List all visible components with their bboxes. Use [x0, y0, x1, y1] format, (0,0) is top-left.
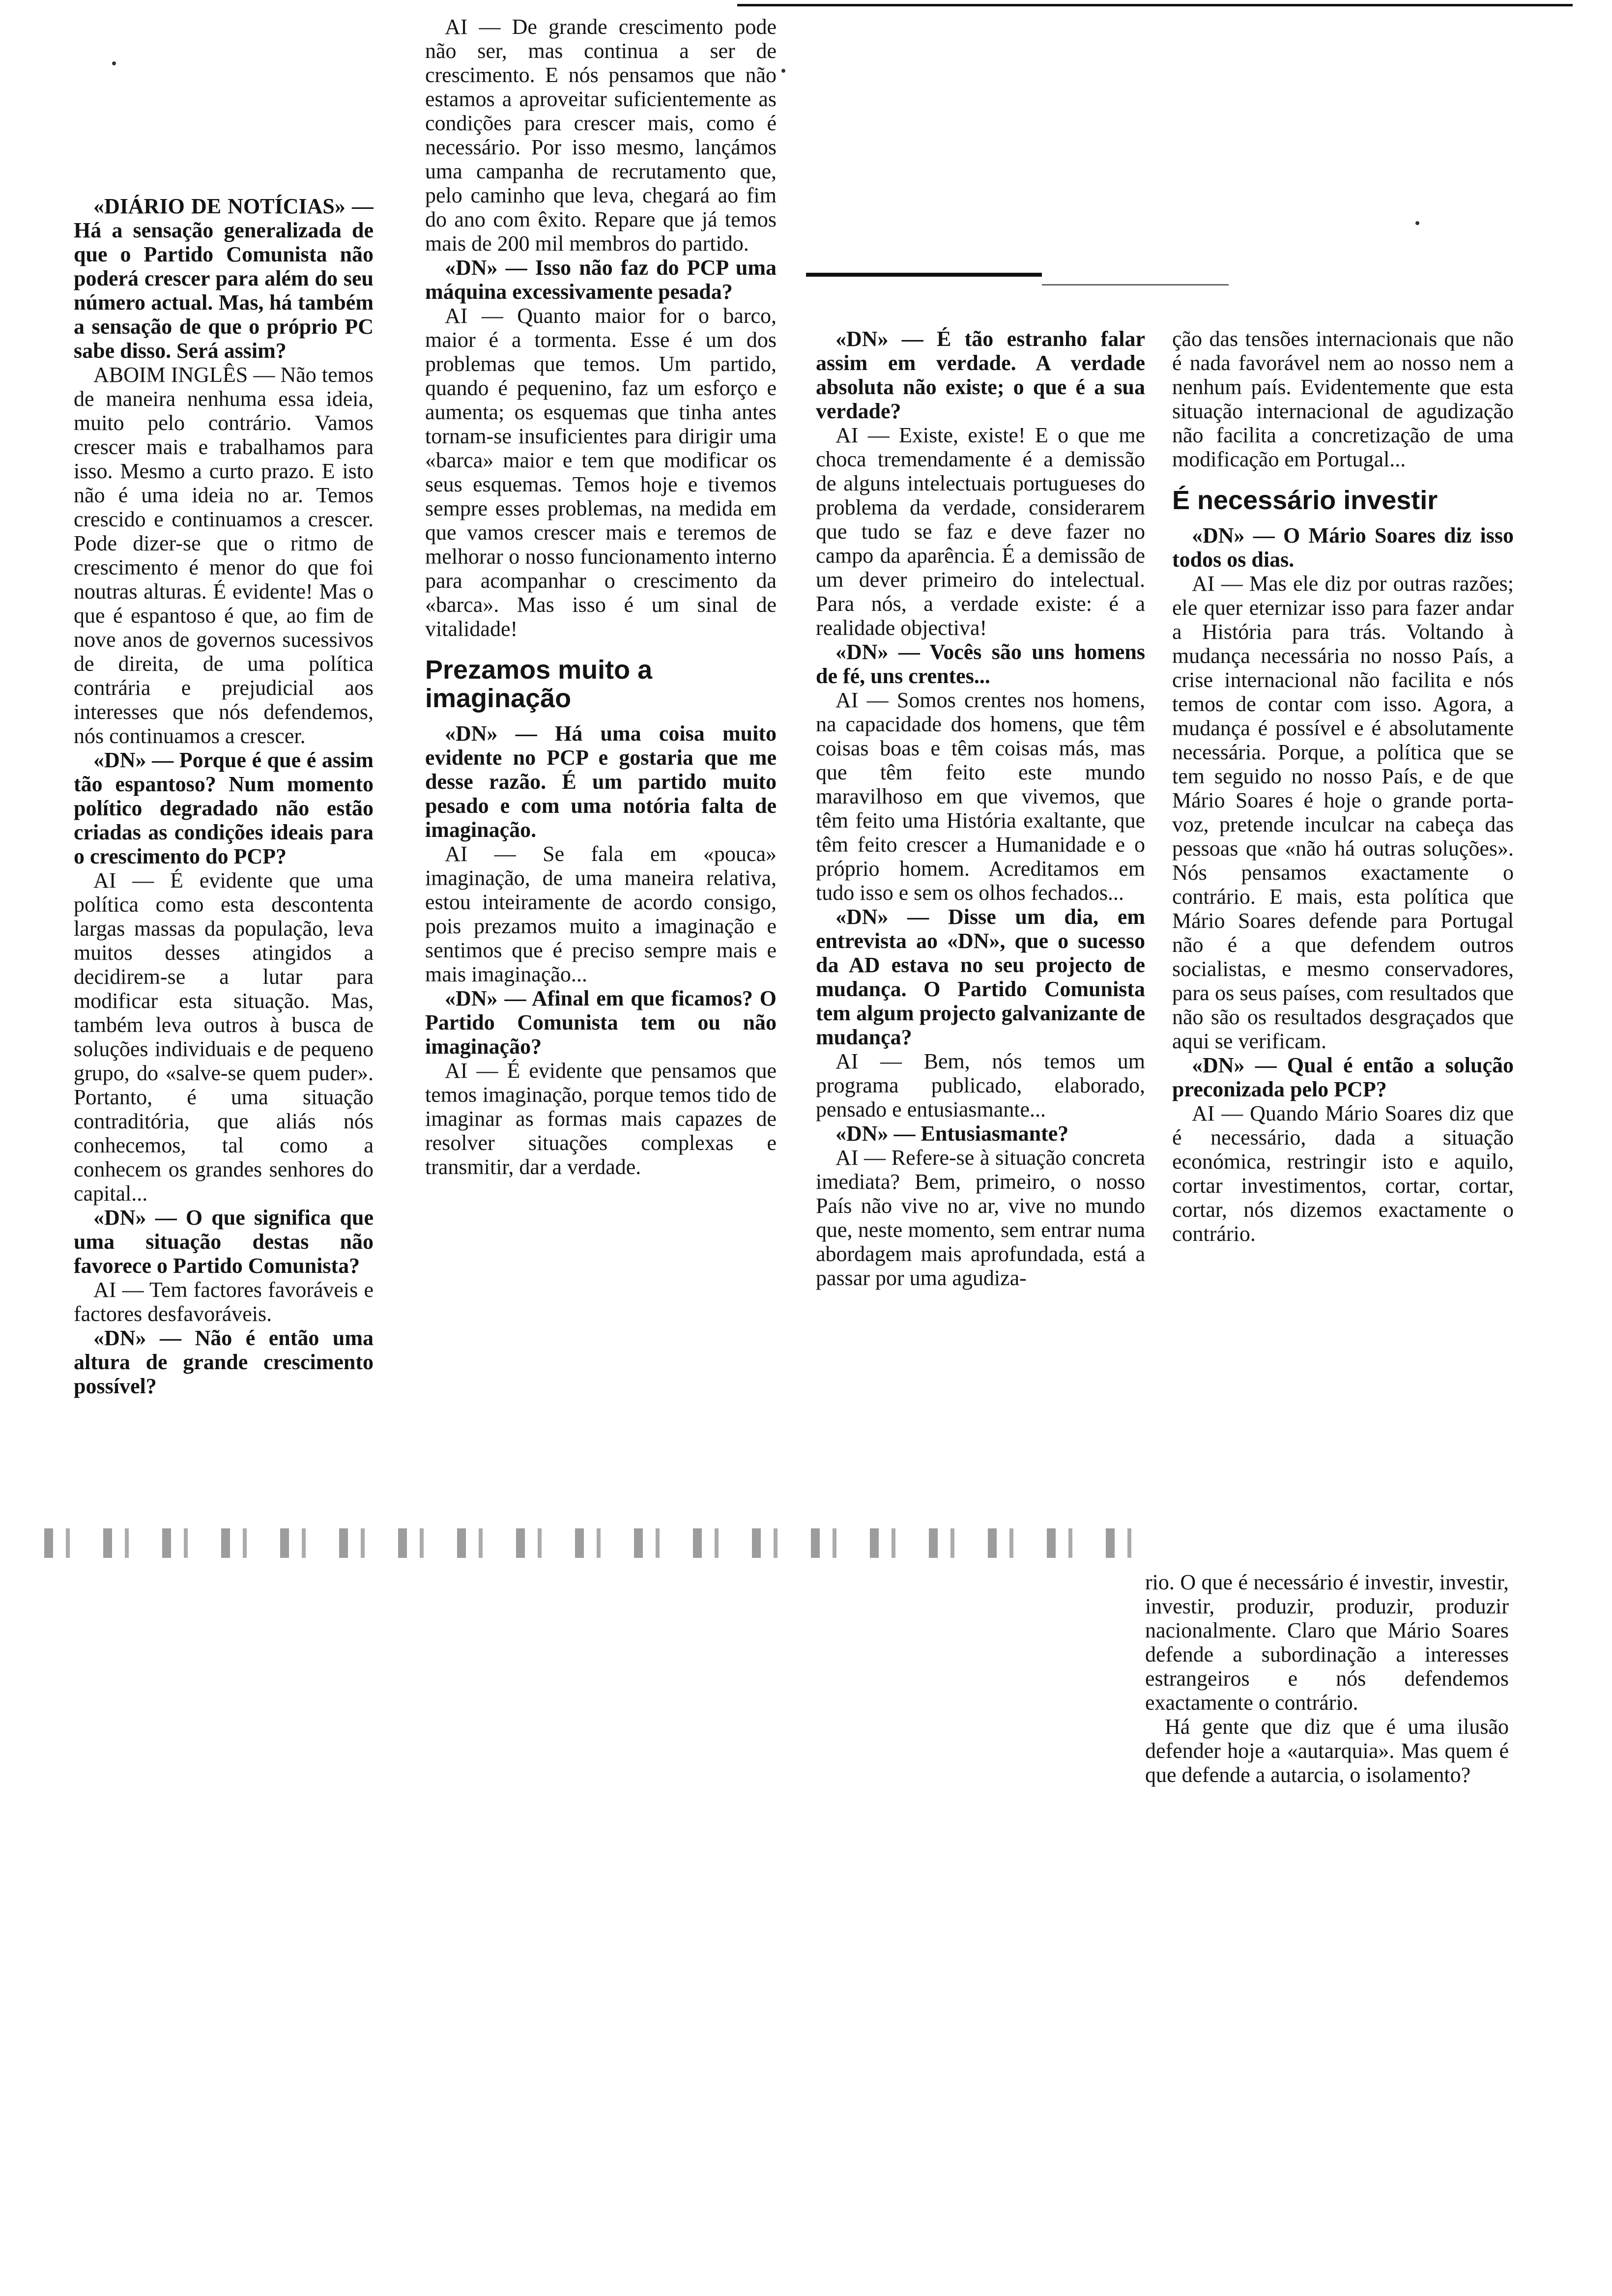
interview-question: «DN» — Não é então uma altura de grande crescimento possível? [74, 1326, 374, 1398]
section-rule [806, 273, 1042, 277]
scan-speck [112, 61, 116, 65]
interview-question: «DN» — Entusiasmante? [835, 1121, 1069, 1146]
scan-speck [1415, 221, 1419, 225]
section-rule-thin [1042, 284, 1229, 286]
interview-answer: AI — Refere-se à situação concreta imediata? Bem, primeiro, o nosso País não vive no ar, vive no mundo que, neste momento, sem entrar numa abordagem mais aprofundada, está a passar por uma agudiza- [816, 1146, 1145, 1290]
interview-answer: AI — Bem, nós temos um programa publicado, elaborado, pensado e entusiasmante... [816, 1049, 1145, 1121]
interview-question: «DN» — Vocês são uns homens de fé, uns crentes... [816, 640, 1145, 688]
section-heading: Prezamos muito a imaginação [425, 655, 653, 713]
interview-answer: AI — É evidente que pensamos que temos imaginação, porque temos tido de imaginar as formas mais capazes de resolver situações complexas e transmitir, dar a verdade. [425, 1059, 777, 1179]
interview-answer: AI — Existe, existe! E o que me choca tremendamente é a demissão de alguns intelectuais portugueses do problema da verdade, considerarem que tudo se faz e deve fazer no campo da aparência. É a demissão de um dever primeiro do intelectual. Para nós, a verdade existe: é a realidade objectiva! [816, 423, 1145, 640]
interview-question: «DN» — Qual é então a solução preconizada pelo PCP? [1172, 1053, 1514, 1101]
interview-question: «DN» — Afinal em que ficamos? O Partido Comunista tem ou não imaginação? [425, 986, 777, 1059]
interview-answer: AI — Mas ele diz por outras razões; ele quer eternizar isso para fazer andar a História para trás. Voltando à mudança necessária no nosso País, a crise internacional não facilita e nós temos de contar com isso. Agora, a mudança é possível e é absolutamente necessária. Porque, a política que se tem seguido no nosso País, e de que Mário Soares é hoje o grande porta-voz, pretende inculcar na cabeça das pessoas que «não há outras soluções». Nós pensamos exactamente o contrário. E mais, esta política que Mário Soares defende para Portugal não é a que defendem outros socialistas, e mesmo conservadores, para os seus países, com resultados que não são os resultados desgraçados que aqui se verificam. [1172, 572, 1514, 1053]
scan-noise-band [44, 1528, 1145, 1558]
column-2 [425, 15, 777, 1528]
column-3 [816, 327, 1145, 1516]
interview-answer: rio. O que é necessário é investir, investir, investir, produzir, produzir, produzir nacionalmente. Claro que Mário Soares defende a subordinação a interesses estrangeiros e nós defendemos exactamente o contrário. [1145, 1570, 1509, 1715]
column-5-continuation [1145, 1570, 1509, 1875]
interview-answer: Há gente que diz que é uma ilusão defender hoje a «autarquia». Mas quem é que defende a autarcia, o isolamento? [1145, 1715, 1509, 1787]
interview-answer: AI — É evidente que uma política como esta descontenta largas massas da população, leva muitos desses atingidos a decidirem-se a lutar para modificar esta situação. Mas, também leva outros à busca de soluções individuais e de pequeno grupo, do «salve-se quem puder». Portanto, é uma situação contraditória, que aliás nós conhecemos, tal como a conhecem os grandes senhores do capital... [74, 868, 374, 1205]
column-4 [1172, 327, 1514, 1496]
interview-question: «DN» — Isso não faz do PCP uma máquina excessivamente pesada? [425, 256, 777, 304]
interview-question: «DN» — O que significa que uma situação destas não favorece o Partido Comunista? [74, 1205, 374, 1278]
interview-question: «DN» — Porque é que é assim tão espantoso? Num momento político degradado não estão criadas as condições ideais para o crescimento do PCP? [74, 748, 374, 868]
top-rule [737, 4, 1573, 6]
interview-answer: AI — Quanto maior for o barco, maior é a tormenta. Esse é um dos problemas que temos. Um partido, quando é pequenino, faz um esforço e aumenta; os esquemas que tinha antes tornam-se insuficientes para dirigir uma «barca» maior e tem que modificar os seus esquemas. Temos hoje e tivemos sempre esses problemas, na medida em que vamos crescer mais e teremos de melhorar o nosso funcionamento interno para acompanhar o crescimento da «barca». Mas isso é um sinal de vitalidade! [425, 304, 777, 641]
interview-answer: AI — Tem factores favoráveis e factores desfavoráveis. [74, 1278, 374, 1326]
interview-answer: ABOIM INGLÊS — Não temos de maneira nenhuma essa ideia, muito pelo contrário. Vamos crescer mais e trabalhamos para isso. Mesmo a curto prazo. E isto não é uma ideia no ar. Temos crescido e continuamos a crescer. Pode dizer-se que o ritmo de crescimento é menor do que foi noutras alturas. É evidente! Mas o que é espantoso é que, ao fim de nove anos de governos sucessivos de direita, de uma política contrária e prejudicial aos interesses que nós defendemos, nós continuamos a crescer. [74, 363, 374, 748]
interview-question: «DN» — É tão estranho falar assim em verdade. A verdade absoluta não existe; o que é a sua verdade? [816, 327, 1145, 423]
interview-question: «DN» — O Mário Soares diz isso todos os dias. [1172, 523, 1514, 572]
interview-question: «DN» — Disse um dia, em entrevista ao «DN», que o sucesso da AD estava no seu projecto de mudança. O Partido Comunista tem algum projecto galvanizante de mudança? [816, 905, 1145, 1049]
interview-answer: ção das tensões internacionais que não é nada favorável nem ao nosso nem a nenhum país. Evidentemente que esta situação internacional de agudização não facilita a concretização de uma modificação em Portugal... [1172, 327, 1514, 471]
column-1 [74, 194, 374, 1516]
interview-question: «DN» — Há uma coisa muito evidente no PCP e gostaria que me desse razão. É um partido muito pesado e com uma notória falta de imaginação. [425, 721, 777, 842]
interview-answer: AI — Quando Mário Soares diz que é necessário, dada a situação económica, restringir isto e aquilo, cortar investimentos, cortar, cortar, cortar, nós dizemos exactamente o contrário. [1172, 1101, 1514, 1246]
interview-answer: AI — De grande crescimento pode não ser, mas continua a ser de crescimento. E nós pensamos que não estamos a aproveitar suficientemente as condições para crescer mais, como é necessário. Por isso mesmo, lançámos uma campanha de recrutamento que, pelo caminho que leva, chegará ao fim do ano com êxito. Repare que já temos mais de 200 mil membros do partido. [425, 15, 777, 256]
interview-answer: AI — Se fala em «pouca» imaginação, de uma maneira relativa, estou inteiramente de acordo consigo, pois prezamos muito a imaginação e sentimos que é preciso sempre mais e mais imaginação... [425, 842, 777, 986]
section-heading: É necessário investir [1172, 486, 1438, 515]
interview-question: «DIÁRIO DE NOTÍCIAS» — Há a sensação generalizada de que o Partido Comunista não poderá crescer para além do seu número actual. Mas, há também a sensação de que o próprio PC sabe disso. Será assim? [74, 194, 374, 363]
scan-speck [781, 69, 785, 73]
interview-answer: AI — Somos crentes nos homens, na capacidade dos homens, que têm coisas boas e têm coisas más, mas que têm feito este mundo maravilhoso em que vivemos, que têm feito uma História exaltante, que têm feito crescer a Humanidade e o próprio homem. Acreditamos em tudo isso e sem os olhos fechados... [816, 688, 1145, 905]
